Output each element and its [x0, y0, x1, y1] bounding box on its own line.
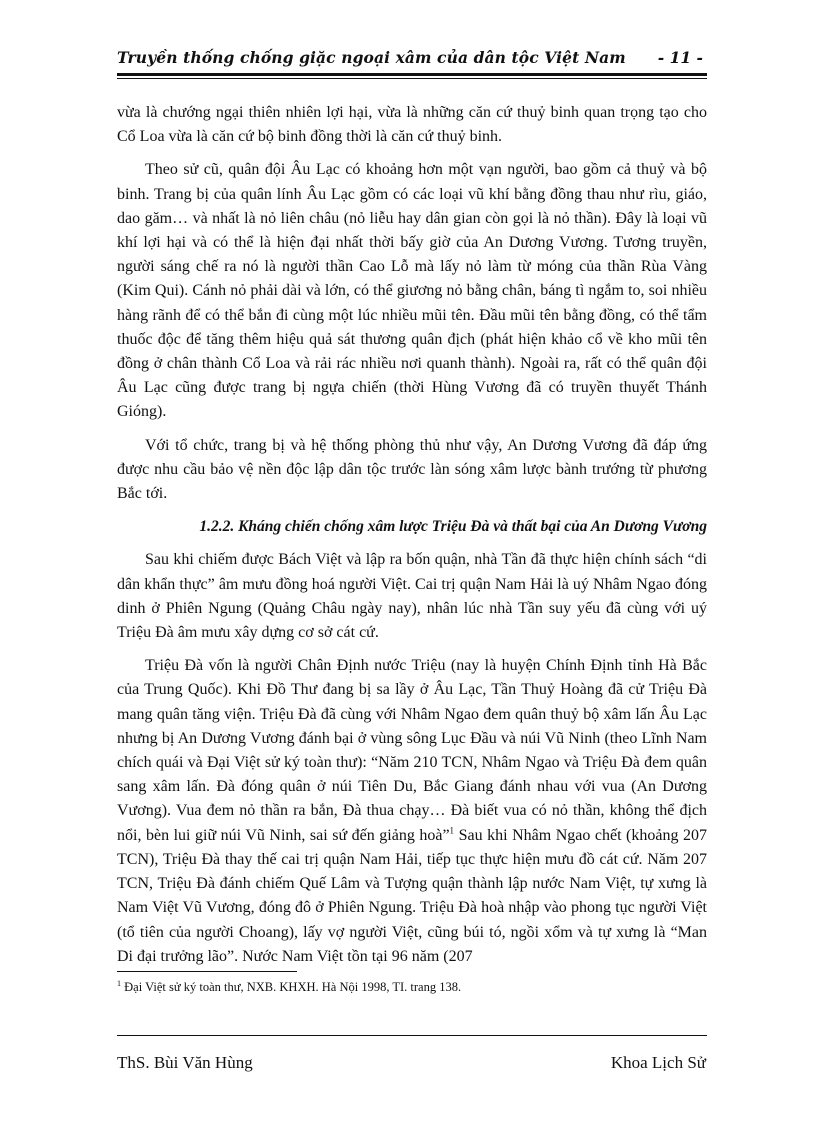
paragraph-text: Triệu Đà vốn là người Chân Định nước Triệu (nay là huyện Chính Định tỉnh Hà Bắc của Trung Quốc). Khi Đồ Thư đang bị sa lầy ở Âu Lạc, Tần Thuỷ Hoàng đã cử Triệu Đà mang quân tăng viện. Triệu Đà đã cùng với Nhâm Ngao đem quân thuỷ bộ xâm lấn Âu Lạc nhưng bị An Dương Vương đánh bại ở vùng sông Lục Đầu và núi Vũ Ninh (theo Lĩnh Nam chích quái và Đại Việt sử ký toàn thư): “Năm 210 TCN, Nhâm Ngao và Triệu Đà đem quân sang xâm lấn. Đà đóng quân ở núi Tiên Du, Bắc Giang đánh nhau với vua (An Dương Vương). Vua đem nỏ thần ra bắn, Đà thua chạy… Đà biết vua có nỏ thần, không thể địch nổi, bèn lui giữ núi Vũ Ninh, sai sứ đến giảng hoà”: [117, 657, 707, 844]
header-rule-thick: [117, 73, 707, 76]
page-header: [117, 48, 707, 74]
paragraph: vừa là chướng ngại thiên nhiên lợi hại, vừa là những căn cứ thuỷ binh quan trọng tạo cho Cổ Loa vừa là căn cứ bộ binh đồng thời là căn cứ thuỷ binh.: [117, 104, 707, 146]
paragraph-with-footnote: [117, 654, 707, 969]
header-rule-thin: [117, 78, 707, 79]
page-body: [117, 101, 707, 978]
paragraph: Theo sử cũ, quân đội Âu Lạc có khoảng hơn một vạn người, bao gồm cả thuỷ và bộ binh. Trang bị của quân lính Âu Lạc gồm có các loại vũ khí bằng đồng thau như rìu, giáo, dao găm… và nhất là nỏ liên châu (nỏ liễu hay dân gian còn gọi là nỏ thần). Đây là loại vũ khí lợi hại và có thể là hiện đại nhất thời bấy giờ của An Dương Vương. Tương truyền, người sáng chế ra nó là người thần Cao Lỗ mà lấy nỏ làm từ móng của thần Rùa Vàng (Kim Qui). Cánh nỏ phải dài và lớn, có thể giương nỏ bằng chân, báng tì ngắm to, soi nhiều hàng rãnh để có thể bắn đi cùng một lúc nhiều mũi tên. Đầu mũi tên bằng đồng, có thể tẩm thuốc độc để tăng thêm hiệu quả sát thương quân địch (phát hiện khảo cổ về kho mũi tên đồng ở chân thành Cổ Loa và rải rác nhiều nơi quanh thành). Ngoài ra, rất có thể quân đội Âu Lạc cũng được trang bị ngựa chiến (thời Hùng Vương đã có truyền thuyết Thánh Gióng).: [117, 161, 707, 421]
section-heading: 1.2.2. Kháng chiến chống xâm lược Triệu Đà và thất bại của An Dương Vương: [199, 518, 707, 536]
paragraph-text: Sau khi Nhâm Ngao chết (khoảng 207 TCN), Triệu Đà thay thế cai trị quận Nam Hải, tiếp tục thực hiện mưu đồ cát cứ. Năm 207 TCN, Triệu Đà đánh chiếm Quế Lâm và Tượng quận thành lập nước Nam Việt, tự xưng là Nam Việt Vũ Vương, đóng đô ở Phiên Ngung. Triệu Đà hoà nhập vào phong tục người Việt (tổ tiên của người Choang), lấy vợ người Việt, cũng búi tó, ngồi xổm và tự xưng là “Man Di đại trưởng lão”. Nước Nam Việt tồn tại 96 năm (207: [117, 826, 707, 965]
footnote-rule: [117, 971, 297, 972]
footnote-mark: 1: [117, 978, 121, 988]
footnote-text: Đại Việt sử ký toàn thư, NXB. KHXH. Hà Nội 1998, TI. trang 138.: [121, 980, 462, 994]
paragraph: Sau khi chiếm được Bách Việt và lập ra bốn quận, nhà Tần đã thực hiện chính sách “di dân khẩn thực” âm mưu đồng hoá người Việt. Cai trị quận Nam Hải là uý Nhâm Ngao đóng dinh ở Phiên Ngung (Quảng Châu ngày nay), nhân lúc nhà Tần suy yếu đã cùng với uý Triệu Đà âm mưu xây dựng cơ sở cát cứ.: [117, 551, 707, 642]
footnote: [117, 979, 707, 995]
footer-author: ThS. Bùi Văn Hùng: [117, 1053, 253, 1072]
footer-department: Khoa Lịch Sử: [610, 1053, 706, 1072]
header-title: Truyền thống chống giặc ngoại xâm của dân tộc Việt Nam: [117, 48, 626, 67]
footnote-reference[interactable]: 1: [449, 825, 455, 836]
paragraph: Với tổ chức, trang bị và hệ thống phòng thủ như vậy, An Dương Vương đã đáp ứng được nhu cầu bảo vệ nền độc lập dân tộc trước làn sóng xâm lược bành trướng từ phương Bắc tới.: [117, 436, 707, 503]
footer-rule: [117, 1035, 707, 1036]
header-page-number: - 11 -: [657, 48, 703, 67]
